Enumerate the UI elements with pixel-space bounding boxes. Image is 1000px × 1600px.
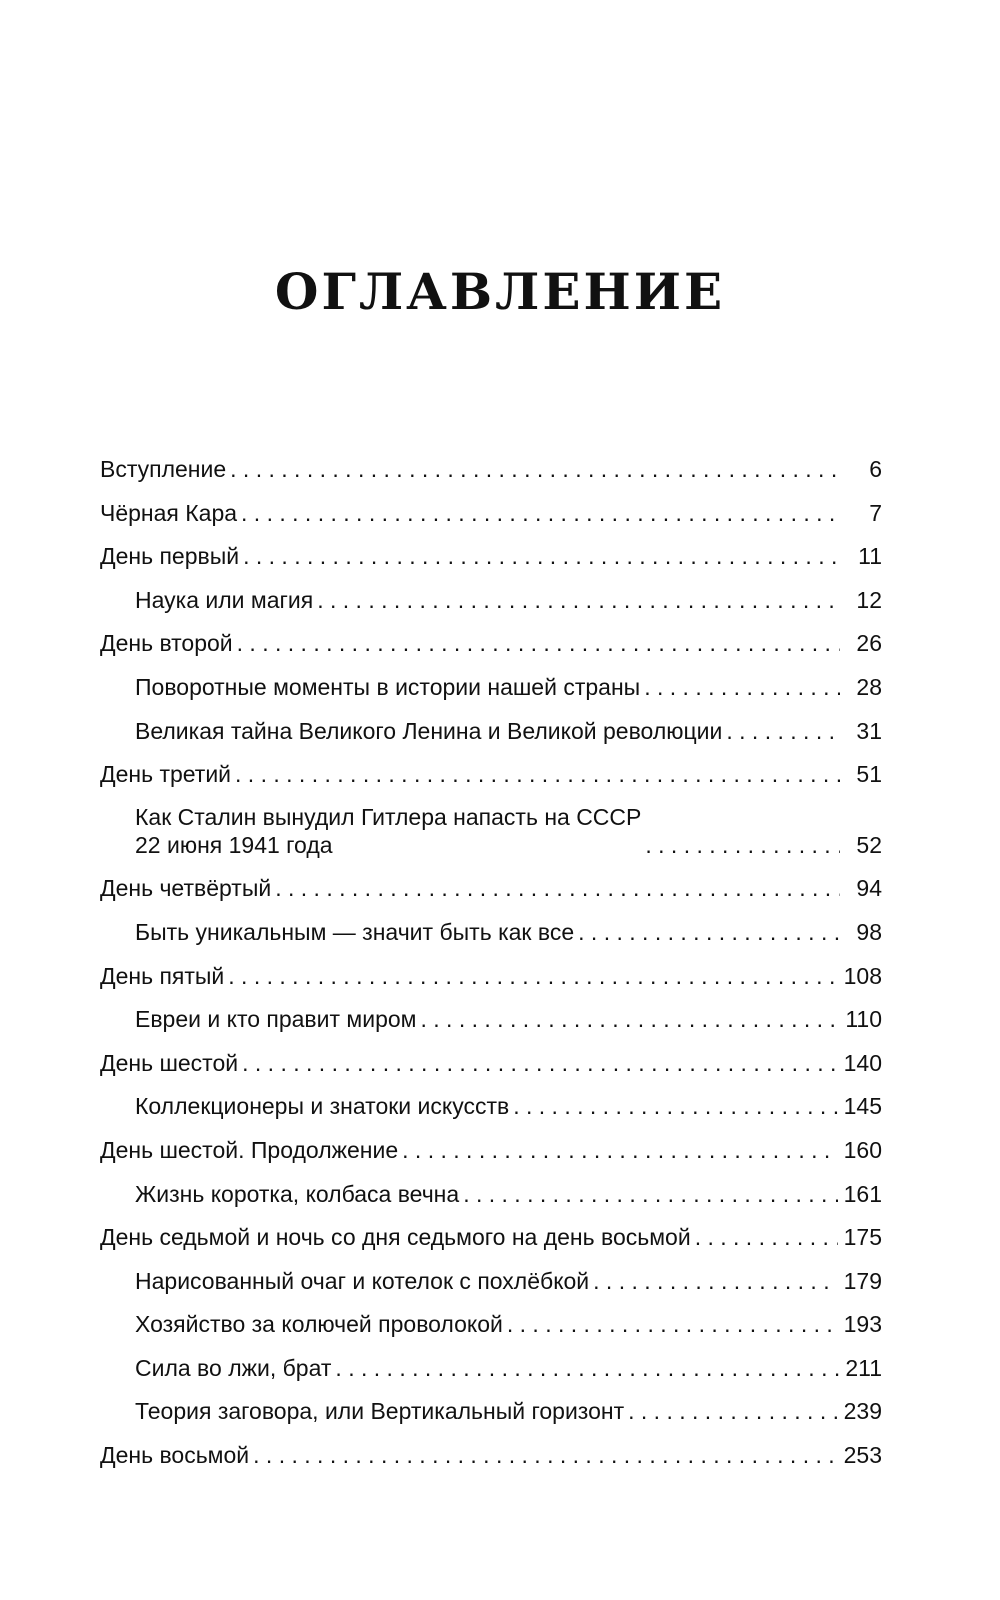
- toc-subentry[interactable]: [100, 717, 882, 745]
- toc-entry-page: 239: [843, 1398, 882, 1425]
- toc-entry-title: Чёрная Кара: [100, 499, 238, 526]
- dot-leader: [644, 673, 840, 701]
- dot-leader: [335, 1354, 839, 1382]
- toc-subentry[interactable]: [100, 1310, 882, 1338]
- toc-entry-title: Нарисованный очаг и котелок с похлёбкой: [135, 1267, 590, 1294]
- dot-leader: [275, 874, 840, 902]
- toc-subentry[interactable]: [100, 803, 882, 859]
- toc-entry-title: Вступление: [100, 456, 227, 482]
- toc-entry-title: Хозяйство за колючей проволокой: [135, 1311, 503, 1338]
- toc-entry-title: День четвёртый: [100, 875, 272, 902]
- toc-entry-page: 7: [869, 499, 882, 526]
- toc-entry-title: День второй: [100, 630, 233, 657]
- toc-subentry[interactable]: [100, 918, 882, 946]
- dot-leader: [253, 1441, 837, 1469]
- dot-leader: [628, 1397, 838, 1425]
- dot-leader: [593, 1267, 837, 1295]
- dot-leader: [695, 1223, 838, 1251]
- dot-leader: [237, 629, 840, 657]
- toc-subentry[interactable]: [100, 673, 882, 701]
- dot-leader: [513, 1092, 837, 1120]
- toc-entry-page: 253: [843, 1442, 882, 1469]
- toc-entry[interactable]: [100, 1136, 882, 1164]
- toc-entry-page: 175: [843, 1224, 882, 1251]
- dot-leader: [241, 499, 840, 527]
- toc-entry-title: Евреи и кто правит миром: [135, 1006, 417, 1033]
- toc-entry[interactable]: [100, 455, 882, 483]
- toc-entry-title: Наука или магия: [135, 586, 314, 613]
- toc-entry[interactable]: [100, 1223, 882, 1251]
- toc-entry-title: День третий: [100, 761, 232, 788]
- toc-entry-title: День восьмой: [100, 1442, 250, 1469]
- dot-leader: [317, 586, 840, 614]
- dot-leader: [726, 717, 840, 745]
- toc-subentry[interactable]: [100, 1267, 882, 1295]
- toc-entry-title: Как Сталин вынудил Гитлера напасть на СССР 22 июня 1941 года: [135, 803, 642, 858]
- toc-entry-page: 140: [843, 1049, 882, 1076]
- toc-entry-title: Поворотные моменты в истории нашей страны: [135, 673, 641, 700]
- toc-entry-page: 98: [856, 918, 882, 945]
- toc-entry-title: Теория заговора, или Вертикальный горизонт: [135, 1398, 625, 1425]
- toc-entry-title: День пятый: [100, 962, 225, 989]
- toc-entry-page: 52: [856, 831, 882, 858]
- dot-leader: [420, 1005, 839, 1033]
- toc-entry-page: 161: [843, 1180, 882, 1207]
- toc-entry-page: 31: [856, 717, 882, 744]
- toc-entry-title: Великая тайна Великого Ленина и Великой революции: [135, 717, 723, 744]
- dot-leader: [507, 1310, 838, 1338]
- table-of-contents: [100, 455, 882, 1485]
- toc-entry-title: Быть уникальным — значит быть как все: [135, 918, 575, 945]
- page-title: ОГЛАВЛЕНИЕ: [274, 262, 726, 321]
- toc-entry-page: 160: [843, 1136, 882, 1163]
- toc-entry-title: День шестой: [100, 1049, 239, 1076]
- dot-leader: [235, 760, 840, 788]
- dot-leader: [645, 831, 840, 859]
- toc-entry-page: 108: [843, 962, 882, 989]
- toc-subentry[interactable]: [100, 586, 882, 614]
- dot-leader: [243, 542, 840, 570]
- toc-entry[interactable]: [100, 1441, 882, 1469]
- toc-entry[interactable]: [100, 874, 882, 902]
- toc-entry-title: Жизнь коротка, колбаса вечна: [135, 1180, 460, 1207]
- toc-subentry[interactable]: [100, 1397, 882, 1425]
- dot-leader: [242, 1049, 838, 1077]
- toc-entry-page: 11: [858, 543, 882, 570]
- toc-entry[interactable]: [100, 1049, 882, 1077]
- toc-entry-page: 193: [843, 1311, 882, 1338]
- toc-subentry[interactable]: [100, 1005, 882, 1033]
- toc-subentry[interactable]: [100, 1180, 882, 1208]
- toc-entry[interactable]: [100, 962, 882, 990]
- toc-entry-title: Сила во лжи, брат: [135, 1354, 332, 1381]
- toc-entry-page: 26: [856, 630, 882, 657]
- dot-leader: [228, 962, 837, 990]
- toc-entry-page: 110: [845, 1006, 882, 1033]
- toc-entry-page: 94: [856, 875, 882, 902]
- toc-entry-title: День шестой. Продолжение: [100, 1136, 399, 1163]
- toc-entry-title: День седьмой и ночь со дня седьмого на день восьмой: [100, 1224, 691, 1251]
- toc-entry[interactable]: [100, 760, 882, 788]
- toc-entry-page: 28: [856, 673, 882, 700]
- dot-leader: [230, 455, 840, 483]
- toc-entry-page: 12: [856, 586, 882, 613]
- toc-entry-page: 51: [856, 761, 882, 788]
- toc-entry[interactable]: [100, 542, 882, 570]
- toc-entry-page: 211: [845, 1354, 882, 1381]
- toc-subentry[interactable]: [100, 1354, 882, 1382]
- toc-subentry[interactable]: [100, 1092, 882, 1120]
- toc-entry-page: 179: [843, 1267, 882, 1294]
- toc-entry-title: День первый: [100, 543, 240, 570]
- dot-leader: [402, 1136, 837, 1164]
- toc-entry-page: 145: [843, 1093, 882, 1120]
- toc-entry[interactable]: [100, 629, 882, 657]
- toc-entry-page: 6: [869, 456, 882, 482]
- dot-leader: [463, 1180, 837, 1208]
- toc-entry-title: Коллекционеры и знатоки искусств: [135, 1093, 510, 1120]
- toc-entry[interactable]: [100, 499, 882, 527]
- dot-leader: [578, 918, 840, 946]
